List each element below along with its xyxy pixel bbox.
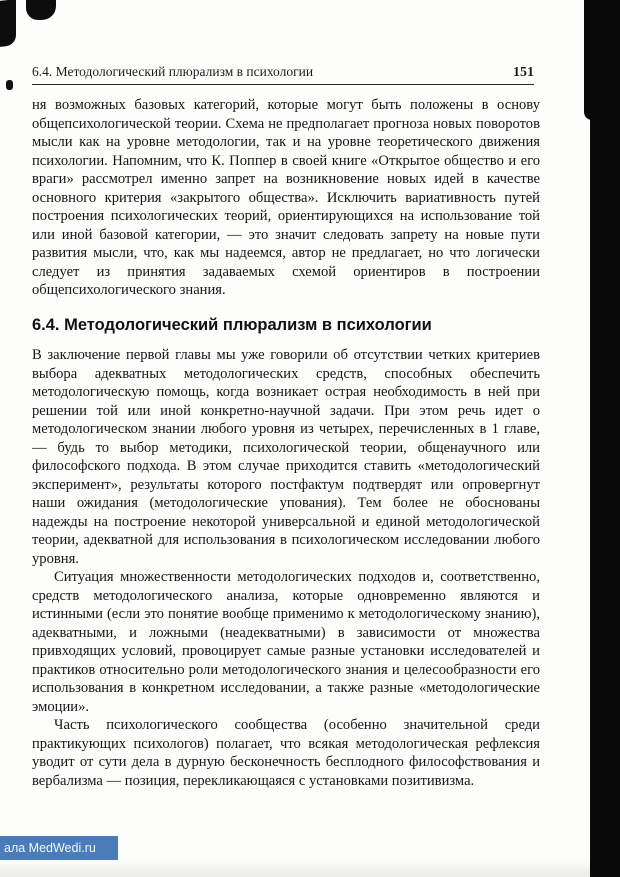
page-body [32, 96, 540, 790]
page-number: 151 [513, 65, 534, 80]
paragraph-continuation: ня возможных базовых категорий, которые могут быть положены в основу общепсихологической теории. Схема не предполагает прогноза новых поворотов мысли как на уровне методологии, так и на уровне теоретического движения психологии. Напомним, что К. Поппер в своей книге «Открытое общество и его враги» рассмотрел именно запрет на возникновение новых идей в качестве основного критерия «закрытого общества». Исключить вариативность путей построения психологических теорий, ориентирующихся на использование той или иной базовой категории, — это значит следовать запрету на новые пути развития мысли, что, как мы надеемся, автор не предлагает, но что логически следует из принятия задаваемых схемой ориентиров в построении общепсихологического знания. [32, 97, 540, 298]
paragraph: Часть психологического сообщества (особенно значительной среди практикующих психологов) полагает, что всякая методологическая рефлексия уводит от сути дела в дурную бесконечность бесплодного философствования и вербализма — позиция, перекликающаяся с установками позитивизма. [32, 717, 540, 789]
paragraph: В заключение первой главы мы уже говорили об отсутствии четких критериев выбора адекватных методологических средств, способных обеспечить методологическую помощь, когда возникает острая необходимость в ней при решении той или иной конкретно-научной задачи. При этом речь идет о методологическом знании любого уровня из четырех, перечисленных в 1 главе, — будь то выбор методики, психологической теории, общенаучного или философского подхода. В этом случае приходится ставить «методологический эксперимент», результаты которого постфактум подтвердят или опровергнут наши ожидания (методологические упования). Тем более не обоснованы надежды на построение некоторой универсальной и единой методологической теории, адекватной для использования в психологическом исследовании любого уровня. [32, 347, 540, 567]
page-bottom-shade [0, 860, 592, 877]
section-heading: 6.4. Методологический плюрализм в психологии [32, 315, 432, 334]
watermark-text: ала MedWedi.ru [4, 841, 96, 855]
scan-artifact-left-speck [6, 80, 13, 90]
scan-artifact-top-left-1 [0, 0, 16, 47]
scan-artifact-right-edge [590, 0, 620, 877]
scan-artifact-right-edge-top [584, 0, 596, 120]
paragraph: Ситуация множественности методологических подходов и, соответственно, средств методологического анализа, которые одновременно являются и истинными (если это понятие вообще применимо к методологическому знанию), адекватными, и ложными (неадекватными) в зависимости от множества привходящих условий, провоцирует самые разные установки исследователей и практиков относительно роли методологического знания и целесообразности его использования в конкретном исследовании, а также разные «методологические эмоции». [32, 569, 540, 715]
running-header: 6.4. Методологический плюрализм в психологии [32, 64, 314, 79]
watermark-banner [0, 836, 118, 860]
running-header-row [32, 64, 534, 81]
header-rule [32, 84, 534, 85]
